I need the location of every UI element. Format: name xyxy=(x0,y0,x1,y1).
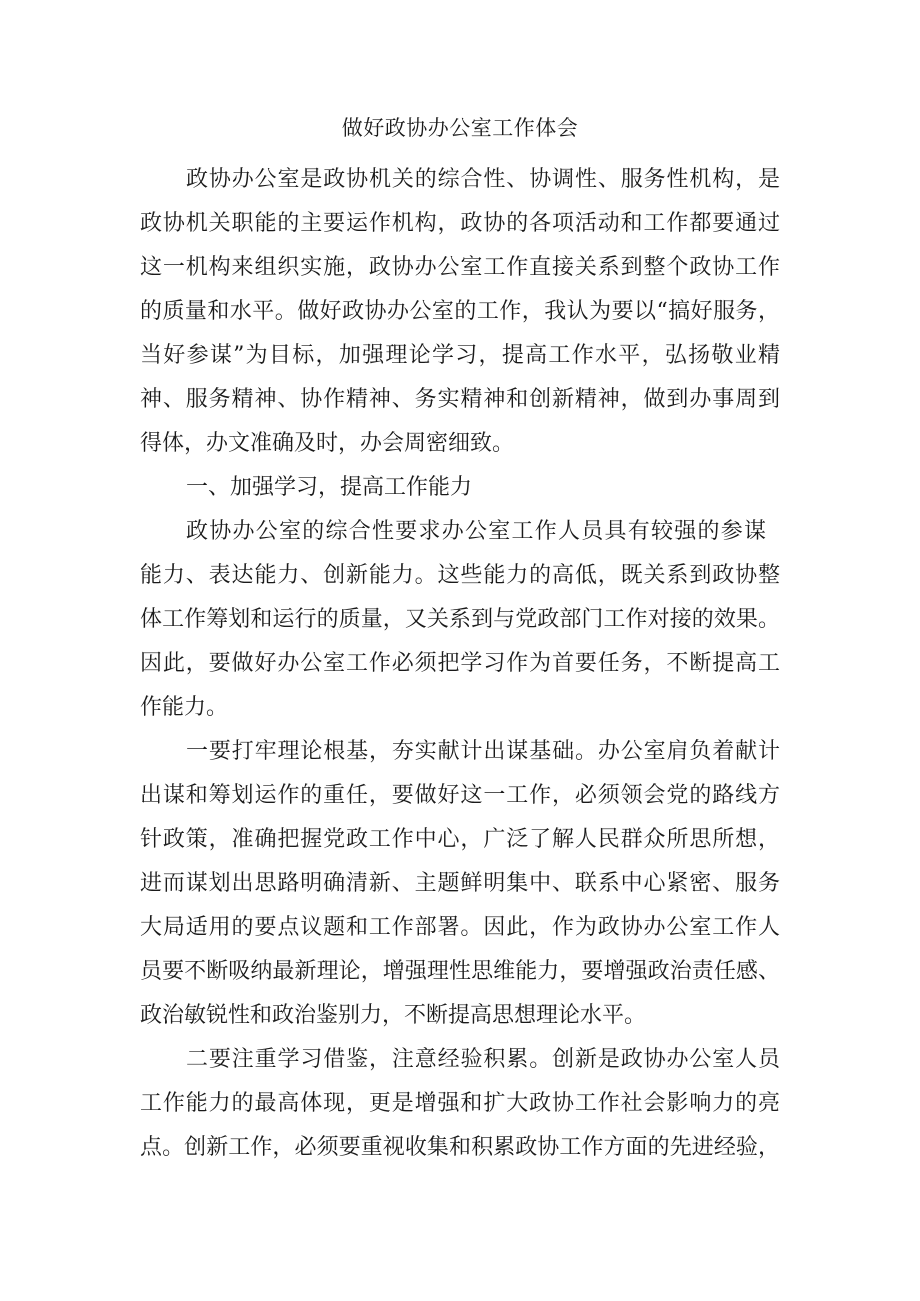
paragraph-line: 的质量和水平。做好政协办公室的工作，我认为要以“搞好服务， xyxy=(140,299,780,324)
paragraph-line: 能力、表达能力、创新能力。这些能力的高低，既关系到政协整 xyxy=(140,563,780,588)
paragraph-line: 政治敏锐性和政治鉴别力，不断提高思想理论水平。 xyxy=(140,1003,647,1028)
paragraph-line: 进而谋划出思路明确清新、主题鲜明集中、联系中心紧密、服务 xyxy=(140,871,780,896)
paragraph-line: 体工作筹划和运行的质量，又关系到与党政部门工作对接的效果。 xyxy=(140,607,780,632)
paragraph-line: 政协机关职能的主要运作机构，政协的各项活动和工作都要通过 xyxy=(140,211,780,236)
paragraph-line: 针政策，准确把握党政工作中心，广泛了解人民群众所思所想， xyxy=(140,827,780,852)
paragraph-line: 二要注重学习借鉴，注意经验积累。创新是政协办公室人员 xyxy=(186,1047,780,1072)
section-heading: 一、加强学习，提高工作能力 xyxy=(186,475,473,500)
paragraph-line: 神、服务精神、协作精神、务实精神和创新精神，做到办事周到 xyxy=(140,387,780,412)
paragraph-line: 政协办公室的综合性要求办公室工作人员具有较强的参谋 xyxy=(186,519,766,544)
paragraph-line: 一要打牢理论根基，夯实献计出谋基础。办公室肩负着献计 xyxy=(186,739,780,764)
paragraph-line: 点。创新工作，必须要重视收集和积累政协工作方面的先进经验， xyxy=(140,1135,780,1160)
paragraph-line: 作能力。 xyxy=(140,695,229,720)
paragraph-line: 得体，办文准确及时，办会周密细致。 xyxy=(140,431,515,456)
paragraph-line: 工作能力的最高体现，更是增强和扩大政协工作社会影响力的亮 xyxy=(140,1091,780,1116)
paragraph-line: 政协办公室是政协机关的综合性、协调性、服务性机构，是 xyxy=(186,167,780,192)
document-title: 做好政协办公室工作体会 xyxy=(341,116,579,140)
paragraph-line: 当好参谋”为目标，加强理论学习，提高工作水平，弘扬敬业精 xyxy=(140,343,780,368)
paragraph-line: 大局适用的要点议题和工作部署。因此，作为政协办公室工作人 xyxy=(140,915,780,940)
paragraph-line: 因此，要做好办公室工作必须把学习作为首要任务，不断提高工 xyxy=(140,651,780,676)
paragraph-line: 出谋和筹划运作的重任，要做好这一工作，必须领会党的路线方 xyxy=(140,783,780,808)
paragraph-line: 员要不断吸纳最新理论，增强理性思维能力，要增强政治责任感、 xyxy=(140,959,780,984)
paragraph-line: 这一机构来组织实施，政协办公室工作直接关系到整个政协工作 xyxy=(140,255,780,280)
